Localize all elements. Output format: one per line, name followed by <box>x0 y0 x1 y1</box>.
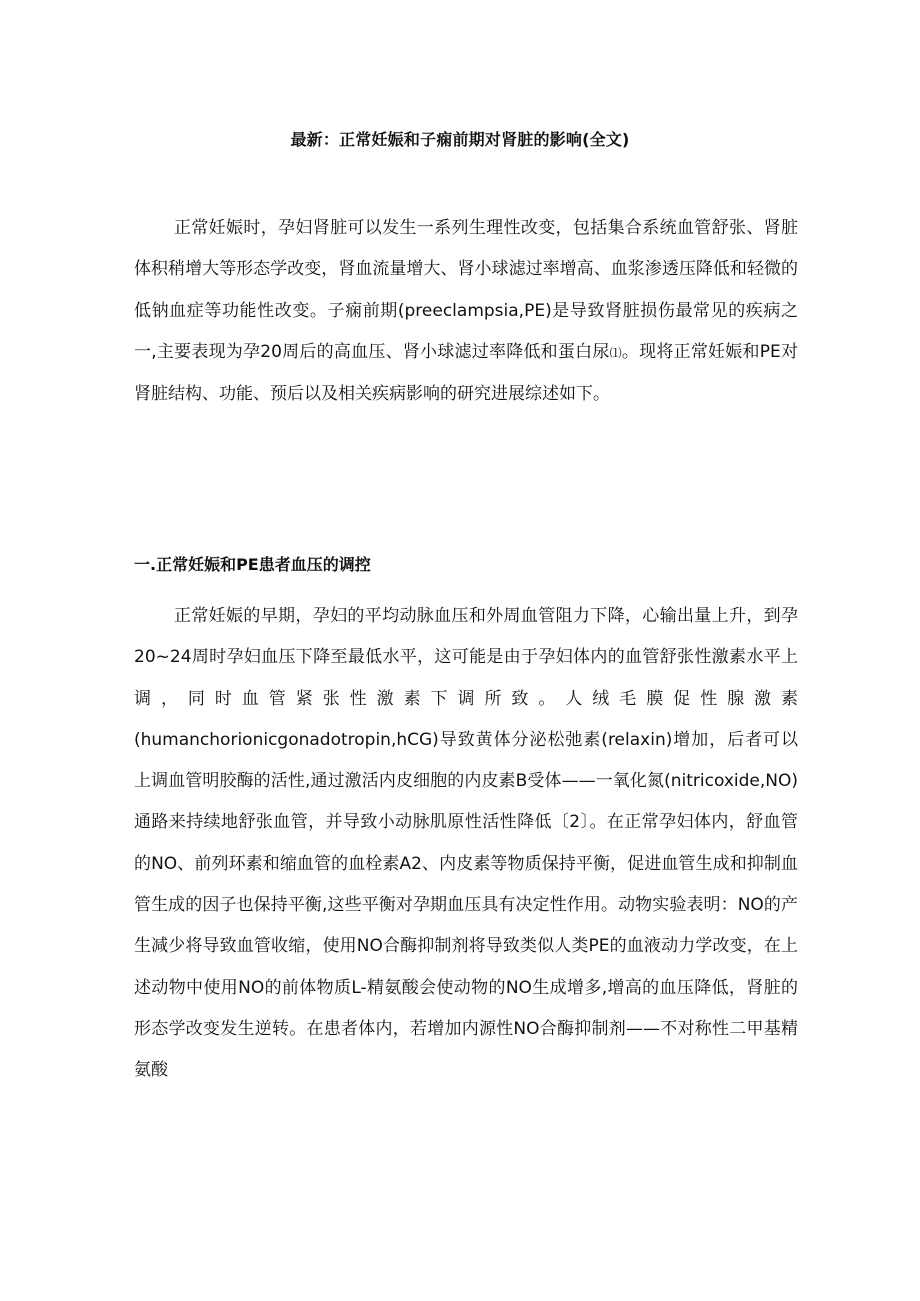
intro-paragraph-tail: 。现将正常妊娠和PE对肾脏结构、功能、预后以及相关疾病影响的研究进展综述如下。 <box>134 341 798 405</box>
citation-ref-1: ⑴ <box>609 345 622 360</box>
section-1-paragraph: 正常妊娠的早期，孕妇的平均动脉血压和外周血管阻力下降，心输出量上升，到孕20~24周时孕妇血压下降至最低水平，这可能是由于孕妇体内的血管舒张性激素水平上调，同时血管紧张性激素下调所致。人绒毛膜促性腺激素(humanchorionicgonadotropin,hCG)导致黄体分泌松弛素(relaxin)增加，后者可以上调血管明胶酶的活性,通过激活内皮细胞的内皮素B受体——一氧化氮(nitricoxide,NO)通路来持续地舒张血管，并导致小动脉肌原性活性降低〔2〕。在正常孕妇体内，舒血管的NO、前列环素和缩血管的血栓素A2、内皮素等物质保持平衡，促进血管生成和抑制血管生成的因子也保持平衡,这些平衡对孕期血压具有决定性作用。动物实验表明：NO的产生减少将导致血管收缩，使用NO合酶抑制剂将导致类似人类PE的血液动力学改变，在上述动物中使用NO的前体物质L-精氨酸会使动物的NO生成增多,增高的血压降低，肾脏的形态学改变发生逆转。在患者体内，若增加内源性NO合酶抑制剂——不对称性二甲基精氨酸 <box>134 606 798 1081</box>
intro-paragraph-text: 正常妊娠时，孕妇肾脏可以发生一系列生理性改变，包括集合系统血管舒张、肾脏体积稍增大等形态学改变，肾血流量增大、肾小球滤过率增高、血浆渗透压降低和轻微的低钠血症等功能性改变。子痫前期(preeclampsia,PE)是导致肾脏损伤最常见的疾病之一,主要表现为孕20周后的高血压、肾小球滤过率降低和蛋白尿 <box>134 218 798 362</box>
document-title: 最新：正常妊娠和子痫前期对肾脏的影响(全文) <box>290 130 630 149</box>
intro-paragraph <box>134 208 798 415</box>
section-1-heading: 一.正常妊娠和PE患者血压的调控 <box>134 555 371 574</box>
